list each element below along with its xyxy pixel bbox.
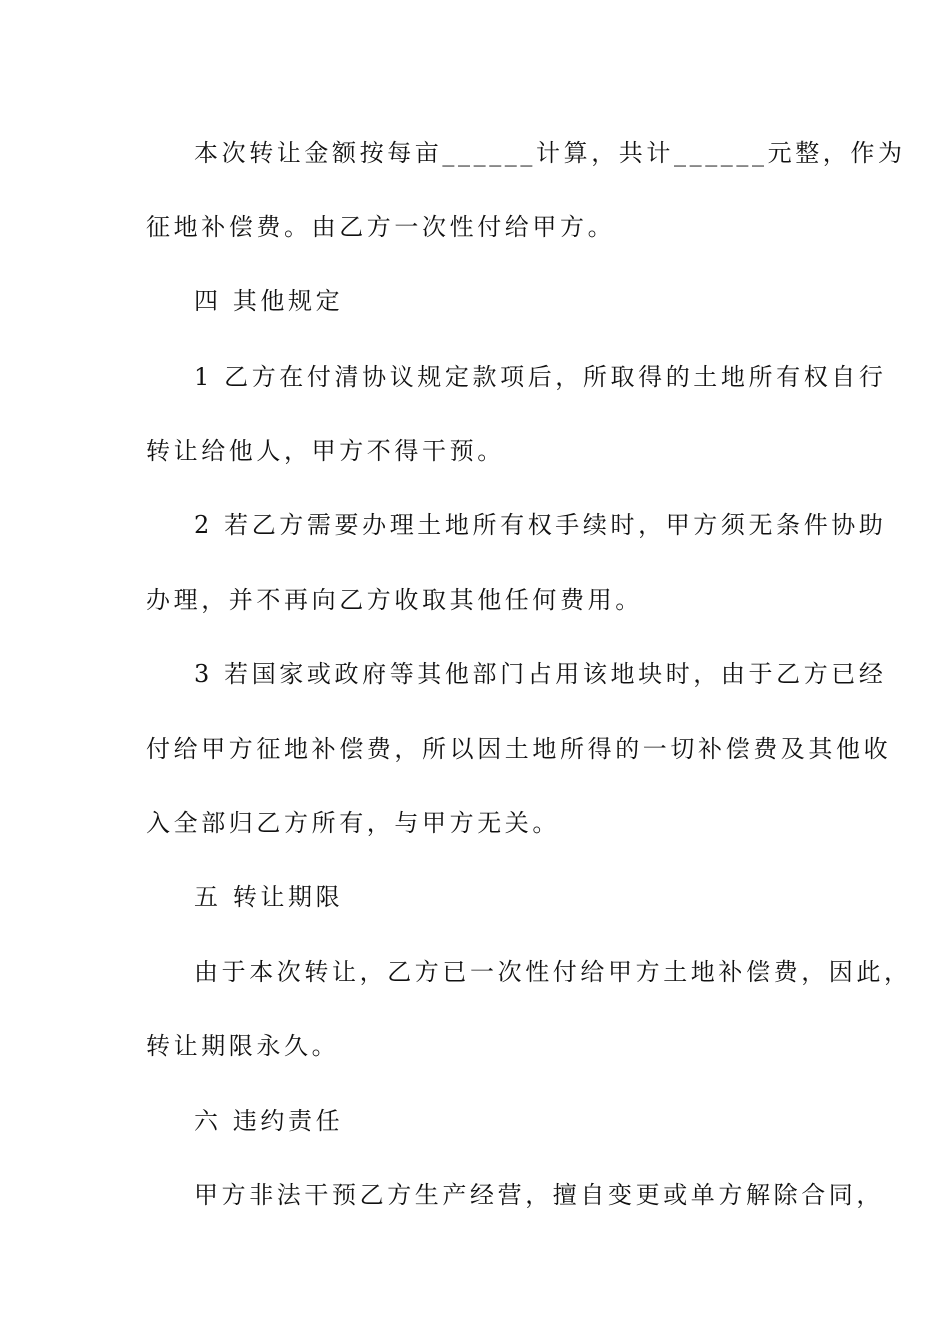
section-heading: 五 转让期限 bbox=[194, 883, 344, 911]
paragraph-line: 入全部归乙方所有，与甲方无关。 bbox=[146, 809, 560, 837]
section-heading: 四 其他规定 bbox=[194, 287, 344, 315]
paragraph-line: 转让期限永久。 bbox=[146, 1032, 340, 1060]
paragraph-line: 3 若国家或政府等其他部门占用该地块时，由于乙方已经 bbox=[194, 660, 887, 688]
paragraph-line: 1 乙方在付清协议规定款项后，所取得的土地所有权自行 bbox=[194, 363, 887, 391]
paragraph-line: 本次转让金额按每亩______计算，共计______元整，作为 bbox=[194, 139, 906, 167]
section-heading: 六 违约责任 bbox=[194, 1107, 344, 1135]
paragraph-line: 甲方非法干预乙方生产经营，擅自变更或单方解除合同， bbox=[194, 1181, 884, 1209]
paragraph-line: 由于本次转让，乙方已一次性付给甲方土地补偿费，因此， bbox=[194, 958, 912, 986]
paragraph-line: 转让给他人，甲方不得干预。 bbox=[146, 437, 505, 465]
paragraph-line: 2 若乙方需要办理土地所有权手续时，甲方须无条件协助 bbox=[194, 511, 887, 539]
paragraph-line: 征地补偿费。由乙方一次性付给甲方。 bbox=[146, 213, 616, 241]
paragraph-line: 办理，并不再向乙方收取其他任何费用。 bbox=[146, 586, 643, 614]
paragraph-line: 付给甲方征地补偿费，所以因土地所得的一切补偿费及其他收 bbox=[146, 735, 892, 763]
